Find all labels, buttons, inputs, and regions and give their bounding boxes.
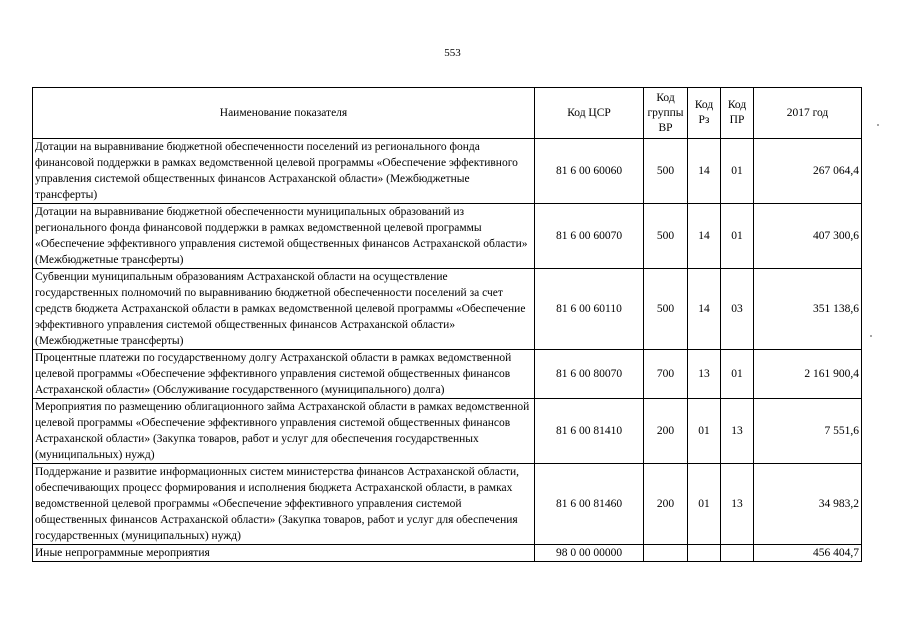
row-rz-code: 13 <box>688 350 721 399</box>
header-vr-code: Код группы ВР <box>644 88 688 139</box>
row-name: Субвенции муниципальным образованиям Астраханской области на осуществление государственных полномочий по выравниванию бюджетной обеспеченности поселений за счет средств бюджета Астраханской области в рамках ведомственной целевой программы «Обеспечение эффективного управления системой общественных финансов Астраханской области» (Межбюджетные трансферты) <box>33 269 535 350</box>
row-vr-code: 500 <box>644 269 688 350</box>
row-vr-code <box>644 545 688 562</box>
table-row <box>33 269 862 350</box>
row-vr-code: 700 <box>644 350 688 399</box>
header-csr-code: Код ЦСР <box>535 88 644 139</box>
table-row <box>33 139 862 204</box>
header-pr-code: Код ПР <box>721 88 754 139</box>
table-row <box>33 350 862 399</box>
row-csr-code: 81 6 00 60060 <box>535 139 644 204</box>
row-vr-code: 200 <box>644 464 688 545</box>
budget-table <box>32 87 862 562</box>
row-amount: 2 161 900,4 <box>754 350 862 399</box>
row-amount: 34 983,2 <box>754 464 862 545</box>
row-name: Дотации на выравнивание бюджетной обеспеченности муниципальных образований из регионального фонда финансовой поддержки в рамках ведомственной целевой программы «Обеспечение эффективного управления системой общественных финансов Астраханской области» (Межбюджетные трансферты) <box>33 204 535 269</box>
row-amount: 351 138,6 <box>754 269 862 350</box>
row-csr-code: 81 6 00 60110 <box>535 269 644 350</box>
row-name: Иные непрограммные мероприятия <box>33 545 535 562</box>
table-row <box>33 464 862 545</box>
page-number: 553 <box>444 47 461 59</box>
header-rz-code: Код Рз <box>688 88 721 139</box>
row-pr-code: 01 <box>721 204 754 269</box>
row-pr-code: 03 <box>721 269 754 350</box>
row-pr-code: 13 <box>721 399 754 464</box>
row-name: Мероприятия по размещению облигационного займа Астраханской области в рамках ведомственной целевой программы «Обеспечение эффективного управления системой общественных финансов Астраханской области» (Закупка товаров, работ и услуг для обеспечения государственных (муниципальных) нужд) <box>33 399 535 464</box>
scan-speck <box>870 335 872 337</box>
row-rz-code: 14 <box>688 139 721 204</box>
row-name: Дотации на выравнивание бюджетной обеспеченности поселений из регионального фонда финансовой поддержки в рамках ведомственной целевой программы «Обеспечение эффективного управления системой общественных финансов Астраханской области» (Межбюджетные трансферты) <box>33 139 535 204</box>
row-vr-code: 500 <box>644 204 688 269</box>
row-csr-code: 98 0 00 00000 <box>535 545 644 562</box>
table-row <box>33 204 862 269</box>
table-row <box>33 399 862 464</box>
row-rz-code: 01 <box>688 464 721 545</box>
row-pr-code: 01 <box>721 350 754 399</box>
row-pr-code: 13 <box>721 464 754 545</box>
row-amount: 7 551,6 <box>754 399 862 464</box>
row-csr-code: 81 6 00 80070 <box>535 350 644 399</box>
row-rz-code: 14 <box>688 204 721 269</box>
table-row <box>33 545 862 562</box>
row-rz-code: 14 <box>688 269 721 350</box>
row-pr-code: 01 <box>721 139 754 204</box>
row-csr-code: 81 6 00 81460 <box>535 464 644 545</box>
row-vr-code: 500 <box>644 139 688 204</box>
row-name: Процентные платежи по государственному долгу Астраханской области в рамках ведомственной целевой программы «Обеспечение эффективного управления системой общественных финансов Астраханской области» (Обслуживание государственного (муниципального) долга) <box>33 350 535 399</box>
row-vr-code: 200 <box>644 399 688 464</box>
table-header-row <box>33 88 862 139</box>
row-amount: 456 404,7 <box>754 545 862 562</box>
row-rz-code <box>688 545 721 562</box>
row-amount: 407 300,6 <box>754 204 862 269</box>
row-csr-code: 81 6 00 60070 <box>535 204 644 269</box>
row-csr-code: 81 6 00 81410 <box>535 399 644 464</box>
header-year: 2017 год <box>754 88 862 139</box>
header-name: Наименование показателя <box>33 88 535 139</box>
row-amount: 267 064,4 <box>754 139 862 204</box>
row-name: Поддержание и развитие информационных систем министерства финансов Астраханской области, обеспечивающих процесс формирования и исполнения бюджета Астраханской области, в рамках ведомственной целевой программы «Обеспечение эффективного управления системой общественных финансов Астраханской области» (Закупка товаров, работ и услуг для обеспечения государственных (муниципальных) нужд) <box>33 464 535 545</box>
scan-speck <box>877 124 879 126</box>
row-pr-code <box>721 545 754 562</box>
row-rz-code: 01 <box>688 399 721 464</box>
